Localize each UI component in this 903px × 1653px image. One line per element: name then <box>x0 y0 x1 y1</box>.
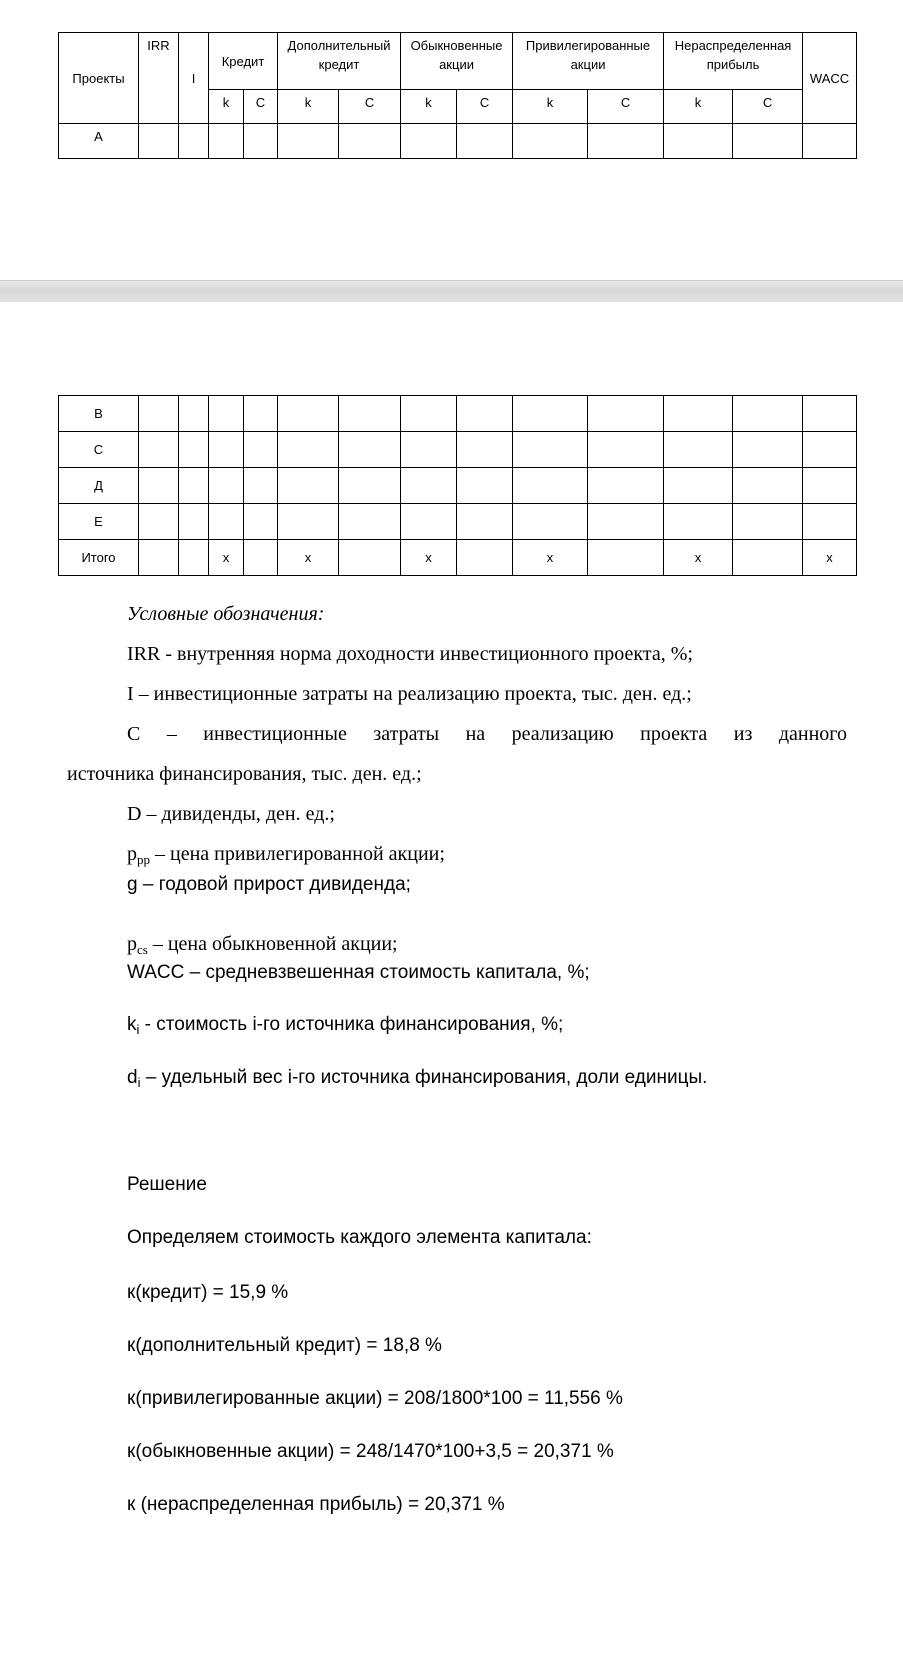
header-c: C <box>733 90 803 124</box>
legend-pcs: $p_{cs}$ – цена обыкновенной акции; <box>127 933 398 957</box>
row-label: А <box>59 124 139 159</box>
solution-line-common: к(обыкновенные акции) = 248/1470*100+3,5 = 20,371 % <box>127 1441 614 1462</box>
header-credit: Кредит <box>209 33 278 90</box>
header-i: I <box>179 33 209 124</box>
table-row <box>59 124 857 159</box>
legend-g: g – годовой прирост дивиденда; <box>127 874 411 895</box>
legend-ki: $k_i$ - стоимость i-го источника финансирования, %; <box>127 1014 564 1037</box>
header-k: k <box>278 90 339 124</box>
row-label: С <box>59 432 139 468</box>
legend-di: $d_i$ – удельный вес i-го источника финансирования, доли единицы. <box>127 1067 708 1090</box>
header-c: C <box>339 90 401 124</box>
solution-line-preferred: к(привилегированные акции) = 208/1800*100 = 11,556 % <box>127 1388 623 1409</box>
total-cell-x: х <box>278 540 339 576</box>
total-cell-x: х <box>401 540 457 576</box>
solution-line-retained: к (нераспределенная прибыль) = 20,371 % <box>127 1494 505 1515</box>
row-label: Д <box>59 468 139 504</box>
legend-wacc: WACC – средневзвешенная стоимость капитала, %; <box>127 962 590 983</box>
header-additional-credit: Дополнительный кредит <box>278 33 401 90</box>
legend-c-line1: С – инвестиционные затраты на реализацию проекта из данного <box>127 723 847 745</box>
header-c: C <box>244 90 278 124</box>
legend-i: I – инвестиционные затраты на реализацию проекта, тыс. ден. ед.; <box>127 683 692 705</box>
header-irr: IRR <box>139 33 179 124</box>
header-k: k <box>664 90 733 124</box>
header-projects: Проекты <box>59 33 139 124</box>
total-cell-x: х <box>513 540 588 576</box>
solution-intro: Определяем стоимость каждого элемента капитала: <box>127 1227 592 1248</box>
table-row-total <box>59 540 857 576</box>
legend-title: Условные обозначения: <box>127 603 325 625</box>
legend-d: D – дивиденды, ден. ед.; <box>127 803 335 825</box>
header-c: C <box>588 90 664 124</box>
table-row <box>59 432 857 468</box>
header-c: C <box>457 90 513 124</box>
legend-ppp: $p_{pp}$ – цена привилегированной акции; <box>127 843 445 867</box>
document-page-1 <box>0 0 903 280</box>
header-k: k <box>401 90 457 124</box>
header-common-shares: Обыкновенные акции <box>401 33 513 90</box>
legend-irr: IRR - внутренняя норма доходности инвестиционного проекта, %; <box>127 643 693 665</box>
table-row <box>59 504 857 540</box>
total-cell-x: х <box>664 540 733 576</box>
table-row <box>59 396 857 432</box>
row-label: Е <box>59 504 139 540</box>
document-page-2 <box>0 302 903 1653</box>
solution-title: Решение <box>127 1174 207 1195</box>
row-label: Итого <box>59 540 139 576</box>
projects-table-header <box>58 32 857 159</box>
legend-c-line2: источника финансирования, тыс. ден. ед.; <box>67 763 422 785</box>
projects-table-continued <box>58 395 857 576</box>
header-k: k <box>513 90 588 124</box>
row-label: В <box>59 396 139 432</box>
header-retained-earnings: Нераспределенная прибыль <box>664 33 803 90</box>
header-preferred-shares: Привилегированные акции <box>513 33 664 90</box>
solution-line-credit: к(кредит) = 15,9 % <box>127 1282 289 1303</box>
total-cell-x: х <box>209 540 244 576</box>
total-cell-x: х <box>803 540 857 576</box>
solution-line-additional-credit: к(дополнительный кредит) = 18,8 % <box>127 1335 442 1356</box>
page-separator <box>0 280 903 304</box>
header-wacc: WACC <box>803 33 857 124</box>
header-k: k <box>209 90 244 124</box>
table-row <box>59 468 857 504</box>
